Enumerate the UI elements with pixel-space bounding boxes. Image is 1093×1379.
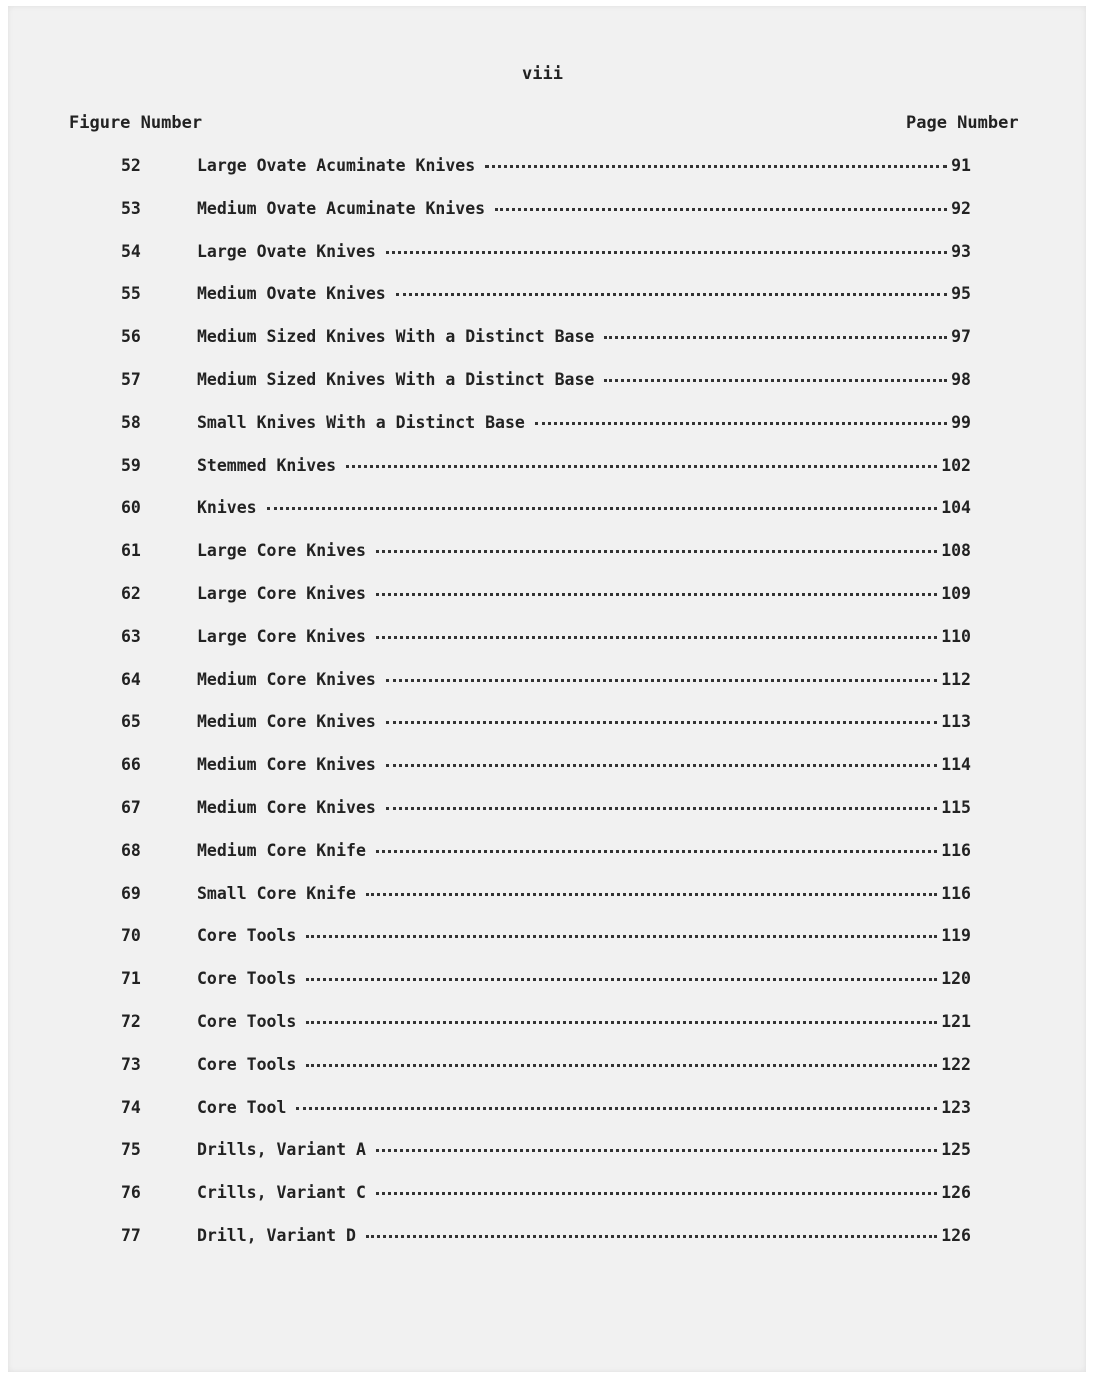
figure-page-number: 97 — [951, 327, 971, 347]
figure-number: 53 — [121, 198, 141, 218]
figure-entry — [8, 1096, 1093, 1139]
figure-number: 61 — [121, 541, 141, 561]
figure-title: Medium Sized Knives With a Distinct Base — [197, 327, 600, 346]
figure-page-number: 116 — [941, 883, 971, 903]
figure-title: Drill, Variant D — [197, 1226, 362, 1245]
dot-leader — [267, 503, 938, 510]
figure-page-number: 120 — [941, 969, 971, 989]
figure-title: Medium Core Knives — [197, 670, 382, 689]
dot-leader — [535, 418, 947, 425]
figure-page-number: 121 — [941, 1011, 971, 1031]
figure-line — [197, 1098, 971, 1117]
figure-line — [197, 1012, 971, 1031]
dot-leader — [346, 461, 937, 468]
figure-number: 59 — [121, 455, 141, 475]
figure-title: Small Knives With a Distinct Base — [197, 413, 531, 432]
figure-line — [197, 712, 971, 731]
dot-leader — [495, 204, 947, 211]
figure-page-number: 126 — [941, 1225, 971, 1245]
dot-leader — [376, 632, 937, 639]
figure-number: 54 — [121, 241, 141, 261]
figure-page-number: 99 — [951, 412, 971, 432]
figure-page-number: 95 — [951, 284, 971, 304]
figure-entry — [8, 753, 1093, 796]
document-page — [8, 6, 1086, 1372]
figure-title: Medium Core Knives — [197, 798, 382, 817]
figure-entry — [8, 924, 1093, 967]
figure-entry — [8, 368, 1093, 411]
figure-page-number: 113 — [941, 712, 971, 732]
figure-number: 73 — [121, 1054, 141, 1074]
figure-line — [197, 627, 971, 646]
figure-entry — [8, 625, 1093, 668]
figure-page-number: 123 — [941, 1097, 971, 1117]
figure-number: 74 — [121, 1097, 141, 1117]
figure-entry — [8, 282, 1093, 325]
figure-line — [197, 884, 971, 903]
dot-leader — [604, 332, 947, 339]
figure-number-header: Figure Number — [69, 113, 203, 133]
dot-leader — [306, 974, 937, 981]
dot-leader — [396, 289, 947, 296]
figure-line — [197, 1140, 971, 1159]
figure-page-number: 102 — [941, 455, 971, 475]
dot-leader — [366, 1231, 937, 1238]
figure-title: Knives — [197, 498, 263, 517]
dot-leader — [296, 1103, 937, 1110]
dot-leader — [306, 1060, 937, 1067]
figure-page-number: 125 — [941, 1140, 971, 1160]
figure-number: 58 — [121, 412, 141, 432]
figure-page-number: 122 — [941, 1054, 971, 1074]
figure-entry — [8, 839, 1093, 882]
figure-number: 56 — [121, 327, 141, 347]
figure-number: 65 — [121, 712, 141, 732]
figure-number: 60 — [121, 498, 141, 518]
dot-leader — [376, 589, 937, 596]
figure-page-number: 115 — [941, 797, 971, 817]
figure-entry — [8, 1053, 1093, 1096]
figure-entry — [8, 1181, 1093, 1224]
figure-page-number: 98 — [951, 369, 971, 389]
figure-number: 52 — [121, 156, 141, 175]
figure-line — [197, 541, 971, 560]
figure-number: 72 — [121, 1011, 141, 1031]
figure-list — [8, 154, 1093, 1267]
dot-leader — [306, 1017, 937, 1024]
figure-entry — [8, 582, 1093, 625]
figure-line — [197, 670, 971, 689]
figure-title: Large Core Knives — [197, 541, 372, 560]
page-roman-numeral: viii — [522, 64, 563, 84]
figure-page-number: 116 — [941, 840, 971, 860]
dot-leader — [376, 1188, 937, 1195]
figure-entry — [8, 967, 1093, 1010]
dot-leader — [386, 803, 937, 810]
figure-page-number: 92 — [951, 198, 971, 218]
figure-number: 75 — [121, 1140, 141, 1160]
figure-number: 66 — [121, 755, 141, 775]
figure-number: 63 — [121, 626, 141, 646]
figure-title: Medium Core Knife — [197, 841, 372, 860]
figure-page-number: 126 — [941, 1183, 971, 1203]
figure-title: Small Core Knife — [197, 884, 362, 903]
figure-line — [197, 1055, 971, 1074]
figure-title: Stemmed Knives — [197, 456, 342, 475]
figure-entry — [8, 668, 1093, 711]
figure-line — [197, 1226, 971, 1245]
dot-leader — [376, 546, 937, 553]
figure-title: Large Ovate Knives — [197, 242, 382, 261]
figure-title: Large Ovate Acuminate Knives — [197, 156, 481, 175]
figure-line — [197, 498, 971, 517]
dot-leader — [386, 760, 937, 767]
figure-number: 64 — [121, 669, 141, 689]
figure-entry — [8, 197, 1093, 240]
figure-line — [197, 969, 971, 988]
figure-page-number: 91 — [951, 156, 971, 175]
figure-line — [197, 327, 971, 346]
figure-line — [197, 156, 971, 175]
figure-entry — [8, 710, 1093, 753]
dot-leader — [306, 931, 937, 938]
figure-title: Core Tools — [197, 1012, 302, 1031]
figure-page-number: 114 — [941, 755, 971, 775]
dot-leader — [604, 375, 947, 382]
figure-entry — [8, 882, 1093, 925]
figure-title: Medium Ovate Acuminate Knives — [197, 199, 491, 218]
figure-title: Medium Sized Knives With a Distinct Base — [197, 370, 600, 389]
dot-leader — [376, 1145, 937, 1152]
figure-line — [197, 798, 971, 817]
figure-line — [197, 284, 971, 303]
figure-number: 67 — [121, 797, 141, 817]
figure-entry — [8, 154, 1093, 197]
figure-line — [197, 926, 971, 945]
dot-leader — [485, 161, 947, 168]
figure-number: 70 — [121, 926, 141, 946]
figure-line — [197, 199, 971, 218]
figure-line — [197, 456, 971, 475]
figure-number: 71 — [121, 969, 141, 989]
figure-page-number: 112 — [941, 669, 971, 689]
figure-entry — [8, 1010, 1093, 1053]
figure-number: 68 — [121, 840, 141, 860]
figure-line — [197, 413, 971, 432]
figure-title: Medium Core Knives — [197, 755, 382, 774]
figure-page-number: 109 — [941, 583, 971, 603]
figure-line — [197, 1183, 971, 1202]
figure-title: Crills, Variant C — [197, 1183, 372, 1202]
dot-leader — [386, 675, 937, 682]
figure-page-number: 93 — [951, 241, 971, 261]
figure-line — [197, 370, 971, 389]
figure-title: Core Tools — [197, 926, 302, 945]
figure-entry — [8, 796, 1093, 839]
figure-entry — [8, 240, 1093, 283]
figure-number: 76 — [121, 1183, 141, 1203]
figure-title: Large Core Knives — [197, 627, 372, 646]
figure-number: 57 — [121, 369, 141, 389]
page-number-header: Page Number — [906, 113, 1019, 133]
figure-page-number: 104 — [941, 498, 971, 518]
figure-page-number: 110 — [941, 626, 971, 646]
figure-title: Core Tool — [197, 1098, 292, 1117]
dot-leader — [366, 889, 937, 896]
figure-number: 55 — [121, 284, 141, 304]
figure-title: Large Core Knives — [197, 584, 372, 603]
figure-title: Core Tools — [197, 969, 302, 988]
figure-entry — [8, 1138, 1093, 1181]
figure-title: Medium Ovate Knives — [197, 284, 392, 303]
dot-leader — [386, 247, 947, 254]
figure-entry — [8, 411, 1093, 454]
figure-line — [197, 584, 971, 603]
figure-page-number: 119 — [941, 926, 971, 946]
dot-leader — [386, 717, 937, 724]
figure-entry — [8, 539, 1093, 582]
figure-number: 69 — [121, 883, 141, 903]
figure-line — [197, 841, 971, 860]
dot-leader — [376, 846, 937, 853]
figure-entry — [8, 496, 1093, 539]
figure-line — [197, 242, 971, 261]
figure-entry — [8, 325, 1093, 368]
figure-entry — [8, 1224, 1093, 1267]
figure-number: 62 — [121, 583, 141, 603]
figure-title: Medium Core Knives — [197, 712, 382, 731]
figure-page-number: 108 — [941, 541, 971, 561]
figure-entry — [8, 454, 1093, 497]
figure-title: Core Tools — [197, 1055, 302, 1074]
figure-title: Drills, Variant A — [197, 1140, 372, 1159]
figure-number: 77 — [121, 1225, 141, 1245]
figure-line — [197, 755, 971, 774]
